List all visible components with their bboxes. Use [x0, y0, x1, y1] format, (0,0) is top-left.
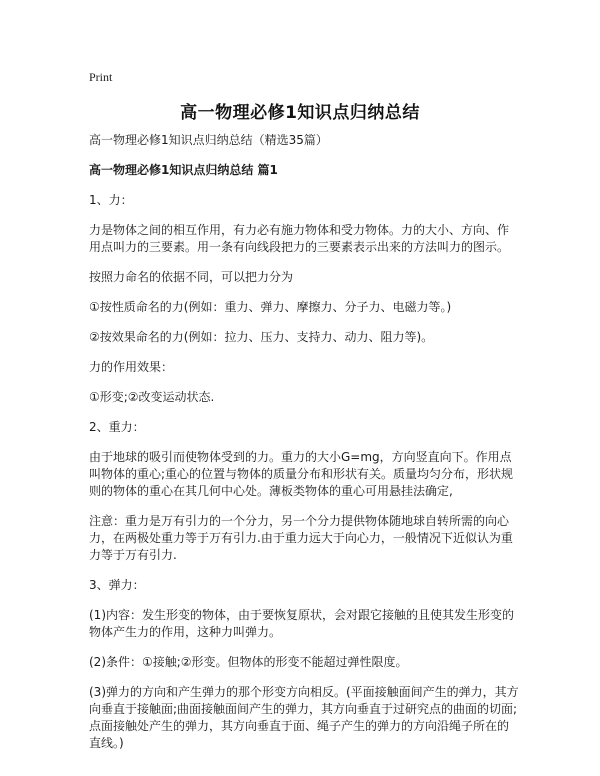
article-subtitle: 高一物理必修1知识点归纳总结（精选35篇）: [89, 133, 328, 147]
page-title: 高一物理必修1知识点归纳总结: [180, 103, 420, 123]
paragraph-elastic-conditions: (2)条件：①接触;②形变。但物体的形变不能超过弹性限度。: [89, 655, 408, 669]
paragraph-force-heading: 1、力：: [89, 193, 133, 207]
paragraph-force-classification: 按照力命名的依据不同，可以把力分为: [89, 270, 294, 284]
paragraph-force-effects: ①形变;②改变运动状态.: [89, 390, 215, 404]
paragraph-elastic-direction: (3)弹力的方向和产生弹力的那个形变方向相反。(平面接触面间产生的弹力，其方向垂直于接触面;曲面接触面间产生的弹力，其方向垂直于过研究点的曲面的切面;点面接触处产生的弹力，其方向垂直于面、绳子产生的弹力的方向沿绳子所在的直线。): [89, 685, 519, 750]
article-body: [89, 132, 519, 765]
paragraph-gravity-note: 注意：重力是万有引力的一个分力，另一个分力提供物体随地球自转所需的向心力，在两极处重力等于万有引力.由于重力远大于向心力，一般情况下近似认为重力等于万有引力.: [89, 514, 513, 562]
paragraph-force-definition: 力是物体之间的相互作用，有力必有施力物体和受力物体。力的大小、方向、作用点叫力的三要素。用一条有向线段把力的三要素表示出来的方法叫力的图示。: [89, 223, 510, 254]
print-label: Print: [89, 70, 113, 84]
paragraph-elastic-heading: 3、弹力：: [89, 578, 145, 592]
paragraph-gravity-definition: 由于地球的吸引而使物体受到的力。重力的大小G=mg，方向竖直向下。作用点叫物体的重心;重心的位置与物体的质量分布和形状有关。质量均匀分布，形状规则的物体的重心在其几何中心处。薄板类物体的重心可用悬挂法确定,: [89, 450, 514, 498]
paragraph-force-effects-heading: 力的作用效果：: [89, 360, 174, 374]
section-heading: 高一物理必修1知识点归纳总结 篇1: [89, 163, 278, 177]
paragraph-gravity-heading: 2、重力：: [89, 420, 145, 434]
paragraph-elastic-content: (1)内容：发生形变的物体，由于要恢复原状，会对跟它接触的且使其发生形变的物体产生力的作用，这种力叫弹力。: [89, 608, 515, 639]
paragraph-force-by-effect: ②按效果命名的力(例如：拉力、压力、支持力、动力、阻力等)。: [89, 330, 434, 344]
paragraph-force-by-nature: ①按性质命名的力(例如：重力、弹力、摩擦力、分子力、电磁力等。): [89, 300, 452, 314]
